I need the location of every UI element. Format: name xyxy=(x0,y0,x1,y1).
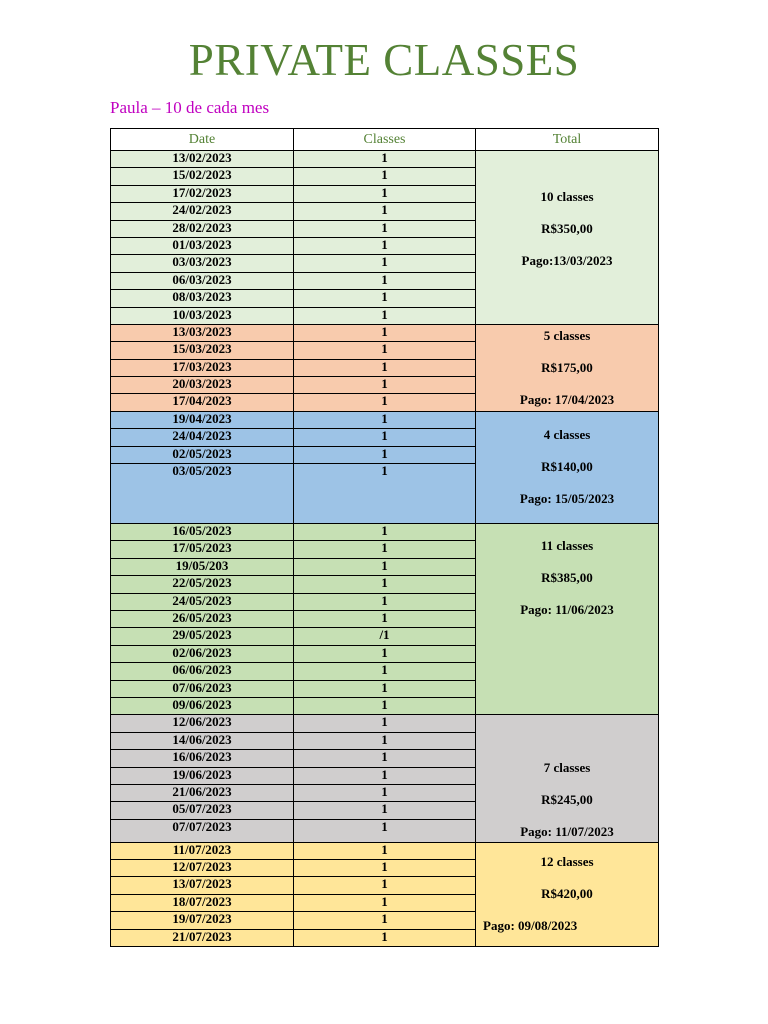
total-paid: Pago: 11/06/2023 xyxy=(520,602,614,618)
classes-table xyxy=(110,128,659,947)
classes-cell: 1 xyxy=(294,610,476,627)
classes-cell: 1 xyxy=(294,819,476,842)
table-row xyxy=(111,411,659,428)
classes-cell: 1 xyxy=(294,767,476,784)
date-cell: 12/07/2023 xyxy=(111,860,294,877)
classes-cell: 1 xyxy=(294,377,476,394)
group-total-cell xyxy=(476,715,659,842)
classes-cell: 1 xyxy=(294,680,476,697)
date-cell: 19/07/2023 xyxy=(111,912,294,929)
classes-cell: 1 xyxy=(294,307,476,324)
table-header-row xyxy=(111,129,659,151)
date-cell: 03/03/2023 xyxy=(111,255,294,272)
classes-cell: 1 xyxy=(294,894,476,911)
table-row xyxy=(111,842,659,859)
date-cell: 22/05/2023 xyxy=(111,576,294,593)
group-total-cell xyxy=(476,411,659,523)
total-paid: Pago: 11/07/2023 xyxy=(520,823,614,839)
date-cell: 07/06/2023 xyxy=(111,680,294,697)
classes-cell: 1 xyxy=(294,576,476,593)
classes-cell: 1 xyxy=(294,732,476,749)
group-total-cell xyxy=(476,151,659,325)
classes-cell: 1 xyxy=(294,464,476,524)
classes-cell: 1 xyxy=(294,394,476,411)
classes-cell: /1 xyxy=(294,628,476,645)
header-date: Date xyxy=(111,129,294,151)
table-row xyxy=(111,151,659,168)
classes-cell: 1 xyxy=(294,645,476,662)
date-cell: 10/03/2023 xyxy=(111,307,294,324)
date-cell: 02/06/2023 xyxy=(111,645,294,662)
classes-cell: 1 xyxy=(294,324,476,341)
total-count: 5 classes xyxy=(543,327,591,343)
date-cell: 07/07/2023 xyxy=(111,819,294,842)
date-cell: 29/05/2023 xyxy=(111,628,294,645)
date-cell: 24/04/2023 xyxy=(111,429,294,446)
date-cell: 16/05/2023 xyxy=(111,524,294,541)
table-row xyxy=(111,524,659,541)
classes-cell: 1 xyxy=(294,203,476,220)
date-cell: 05/07/2023 xyxy=(111,802,294,819)
date-cell: 26/05/2023 xyxy=(111,610,294,627)
classes-cell: 1 xyxy=(294,541,476,558)
classes-cell: 1 xyxy=(294,411,476,428)
classes-cell: 1 xyxy=(294,593,476,610)
total-amount: R$175,00 xyxy=(541,359,593,375)
classes-cell: 1 xyxy=(294,237,476,254)
total-count: 10 classes xyxy=(540,189,594,205)
date-cell: 06/06/2023 xyxy=(111,663,294,680)
total-amount: R$245,00 xyxy=(541,791,593,807)
classes-cell: 1 xyxy=(294,524,476,541)
header-classes: Classes xyxy=(294,129,476,151)
date-cell: 15/03/2023 xyxy=(111,342,294,359)
date-cell: 14/06/2023 xyxy=(111,732,294,749)
classes-cell: 1 xyxy=(294,802,476,819)
page-title: PRIVATE CLASSES xyxy=(188,35,580,85)
total-amount: R$420,00 xyxy=(541,886,593,902)
total-paid: Pago: 17/04/2023 xyxy=(519,391,615,407)
date-cell: 06/03/2023 xyxy=(111,272,294,289)
classes-cell: 1 xyxy=(294,784,476,801)
date-cell: 15/02/2023 xyxy=(111,168,294,185)
date-cell: 11/07/2023 xyxy=(111,842,294,859)
total-count: 4 classes xyxy=(543,427,591,443)
classes-cell: 1 xyxy=(294,663,476,680)
group-total-cell xyxy=(476,842,659,946)
classes-cell: 1 xyxy=(294,697,476,714)
total-count: 7 classes xyxy=(543,759,591,775)
date-cell: 18/07/2023 xyxy=(111,894,294,911)
classes-cell: 1 xyxy=(294,750,476,767)
classes-cell: 1 xyxy=(294,860,476,877)
date-cell: 24/02/2023 xyxy=(111,203,294,220)
date-cell: 03/05/2023 xyxy=(111,464,294,524)
date-cell: 16/06/2023 xyxy=(111,750,294,767)
date-cell: 21/07/2023 xyxy=(111,929,294,946)
classes-cell: 1 xyxy=(294,290,476,307)
date-cell: 17/04/2023 xyxy=(111,394,294,411)
classes-cell: 1 xyxy=(294,185,476,202)
total-count: 11 classes xyxy=(540,538,594,554)
date-cell: 17/03/2023 xyxy=(111,359,294,376)
classes-cell: 1 xyxy=(294,912,476,929)
date-cell: 01/03/2023 xyxy=(111,237,294,254)
date-cell: 20/03/2023 xyxy=(111,377,294,394)
classes-cell: 1 xyxy=(294,877,476,894)
page-subtitle: Paula – 10 de cada mes xyxy=(110,98,270,117)
date-cell: 13/02/2023 xyxy=(111,151,294,168)
total-amount: R$350,00 xyxy=(541,221,593,237)
date-cell: 21/06/2023 xyxy=(111,784,294,801)
table-row xyxy=(111,324,659,341)
classes-cell: 1 xyxy=(294,255,476,272)
group-total-cell xyxy=(476,524,659,715)
total-count: 12 classes xyxy=(540,854,594,870)
date-cell: 12/06/2023 xyxy=(111,715,294,732)
classes-cell: 1 xyxy=(294,842,476,859)
total-amount: R$385,00 xyxy=(541,570,593,586)
classes-cell: 1 xyxy=(294,715,476,732)
date-cell: 13/03/2023 xyxy=(111,324,294,341)
date-cell: 19/04/2023 xyxy=(111,411,294,428)
classes-cell: 1 xyxy=(294,220,476,237)
classes-cell: 1 xyxy=(294,151,476,168)
date-cell: 09/06/2023 xyxy=(111,697,294,714)
date-cell: 17/02/2023 xyxy=(111,185,294,202)
total-paid: Pago: 09/08/2023 xyxy=(483,918,578,934)
header-total: Total xyxy=(476,129,659,151)
date-cell: 17/05/2023 xyxy=(111,541,294,558)
classes-cell: 1 xyxy=(294,359,476,376)
total-amount: R$140,00 xyxy=(541,459,593,475)
total-paid: Pago: 15/05/2023 xyxy=(519,491,615,507)
date-cell: 24/05/2023 xyxy=(111,593,294,610)
table-row xyxy=(111,715,659,732)
classes-cell: 1 xyxy=(294,558,476,575)
date-cell: 13/07/2023 xyxy=(111,877,294,894)
classes-cell: 1 xyxy=(294,446,476,463)
date-cell: 19/05/203 xyxy=(111,558,294,575)
date-cell: 02/05/2023 xyxy=(111,446,294,463)
date-cell: 19/06/2023 xyxy=(111,767,294,784)
classes-cell: 1 xyxy=(294,429,476,446)
classes-cell: 1 xyxy=(294,272,476,289)
group-total-cell xyxy=(476,324,659,411)
date-cell: 28/02/2023 xyxy=(111,220,294,237)
classes-cell: 1 xyxy=(294,168,476,185)
total-paid: Pago:13/03/2023 xyxy=(521,253,613,269)
classes-cell: 1 xyxy=(294,929,476,946)
classes-cell: 1 xyxy=(294,342,476,359)
date-cell: 08/03/2023 xyxy=(111,290,294,307)
